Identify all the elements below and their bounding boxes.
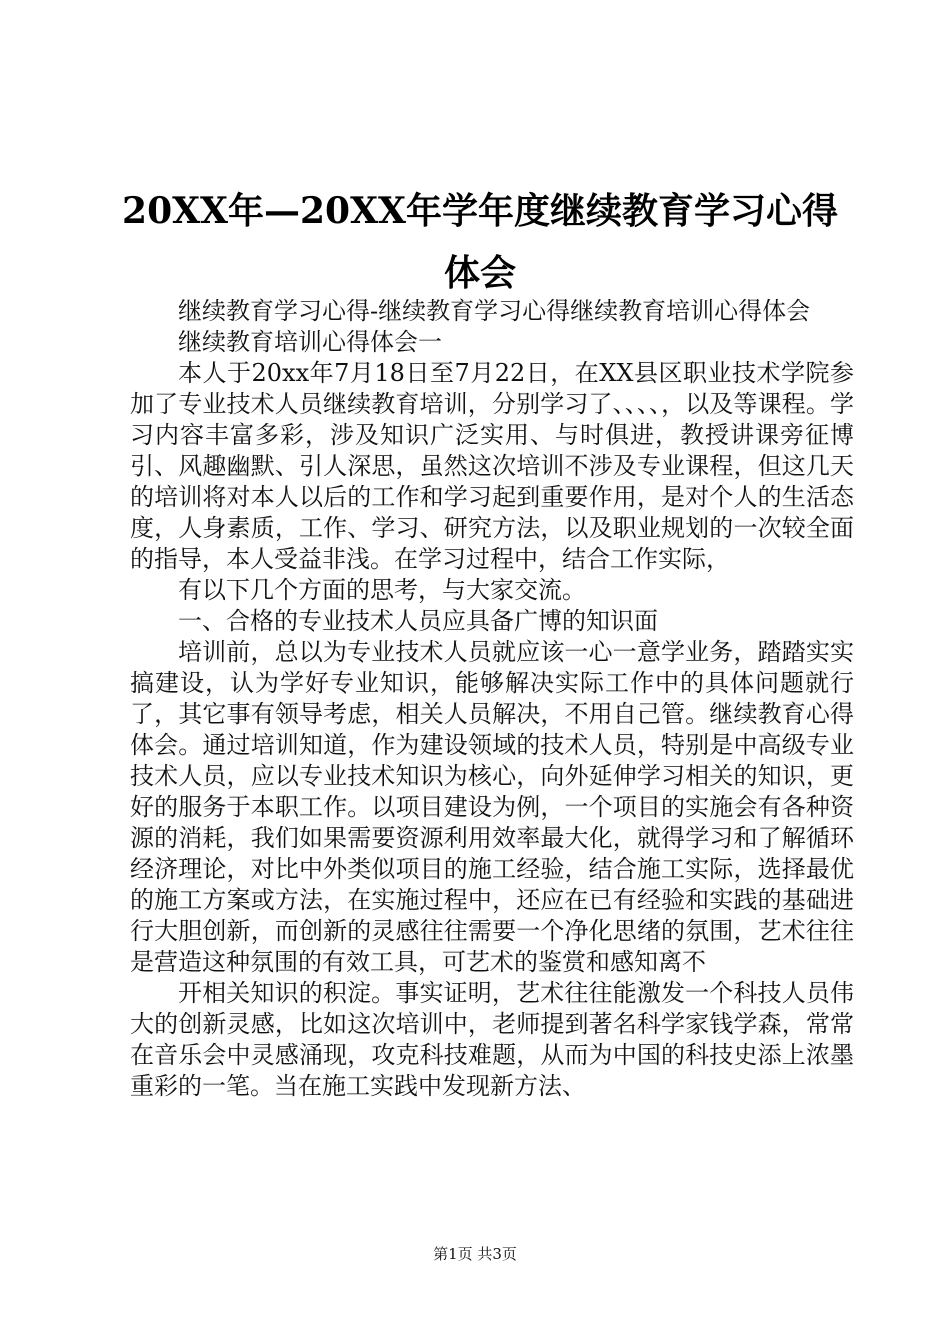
paragraph-heading-one: 一、合格的专业技术人员应具备广博的知识面 [178, 607, 658, 635]
paragraph-intro: 本人于20xx年7月18日至7月22日，在XX县区职业技术学院参加了专业技术人员继续教育培训，分别学习了、、、、，以及等课程。学习内容丰富多彩，涉及知识广泛实用、与时俱进，教授讲课旁征博引、风趣幽默、引人深思，虽然这次培训不涉及专业课程，但这几天的培训将对本人以后的工作和学习起到重要作用，是对个人的生活态度，人身素质，工作、学习、研究方法，以及职业规划的一次较全面的指导，本人受益非浅。在学习过程中，结合工作实际， [130, 359, 854, 573]
document-title: 20XX年—20XX年学年度继续教育学习心得体会 [122, 190, 838, 294]
paragraph-subtitle: 继续教育学习心得-继续教育学习心得继续教育培训心得体会 [178, 297, 811, 325]
paragraph-section-heading: 继续教育培训心得体会一 [178, 328, 442, 356]
page-footer: 第1页 共3页 [433, 1245, 517, 1263]
paragraph-knowledge: 开相关知识的积淀。事实证明，艺术往往能激发一个科技人员伟大的创新灵感，比如这次培训中，老师提到著名科学家钱学森，常常在音乐会中灵感涌现，攻克科技难题，从而为中国的科技史添上浓墨重彩的一笔。当在施工实践中发现新方法、 [130, 979, 854, 1100]
paragraph-exchange: 有以下几个方面的思考，与大家交流。 [178, 576, 586, 604]
paragraph-training: 培训前，总以为专业技术人员就应该一心一意学业务，踏踏实实搞建设，认为学好专业知识，能够解决实际工作中的具体问题就行了，其它事有领导考虑，相关人员解决，不用自己管。继续教育心得体会。通过培训知道，作为建设领域的技术人员，特别是中高级专业技术人员，应以专业技术知识为核心，向外延伸学习相关的知识，更好的服务于本职工作。以项目建设为例，一个项目的实施会有各种资源的消耗，我们如果需要资源利用效率最大化，就得学习和了解循环经济理论，对比中外类似项目的施工经验，结合施工实际，选择最优的施工方案或方法，在实施过程中，还应在已有经验和实践的基础进行大胆创新，而创新的灵感往往需要一个净化思绪的氛围，艺术往往是营造这种氛围的有效工具，可艺术的鉴赏和感知离不 [130, 638, 854, 976]
document-body [130, 296, 854, 1102]
